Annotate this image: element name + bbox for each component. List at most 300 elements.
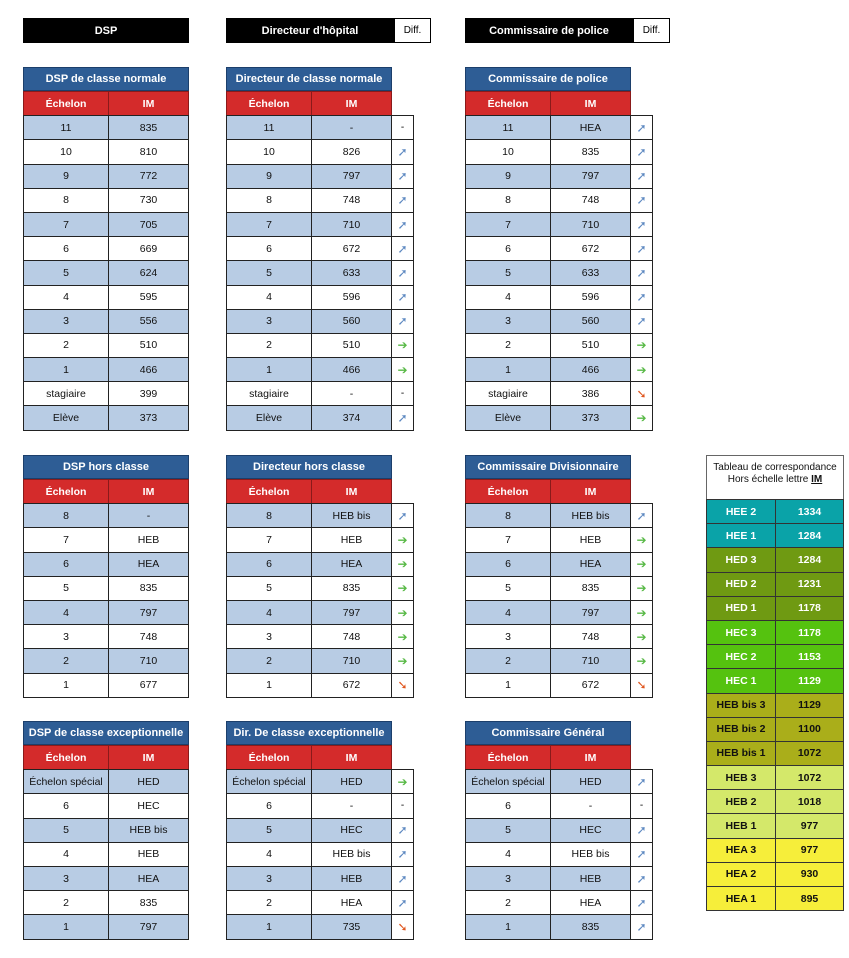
diff-cell <box>391 576 414 601</box>
arrow-right-icon: ➔ <box>636 557 647 572</box>
arrow-right-icon: ➔ <box>397 605 408 620</box>
table-row <box>226 528 414 552</box>
diff-cell <box>391 818 414 843</box>
echelon-cell: 9 <box>23 164 109 189</box>
table-header-row <box>465 92 653 116</box>
table-row <box>226 358 414 382</box>
arrow-up-icon: ➚ <box>636 290 647 305</box>
correspondence-label: HEB 2 <box>706 789 776 814</box>
arrow-up-icon: ➚ <box>636 774 647 789</box>
header-directeur-label: Directeur d'hôpital <box>226 18 394 43</box>
arrow-up-icon: ➚ <box>636 169 647 184</box>
correspondence-label: HEC 2 <box>706 644 776 669</box>
im-cell: 596 <box>550 285 631 310</box>
correspondence-row <box>706 573 844 597</box>
echelon-cell: 11 <box>465 115 551 140</box>
correspondence-label: HEA 3 <box>706 838 776 863</box>
echelon-cell: 7 <box>226 212 312 237</box>
table-title: Commissaire Divisionnaire <box>465 455 631 479</box>
column-header-im: IM <box>550 91 631 116</box>
column-header-im: IM <box>311 479 392 504</box>
arrow-down-icon: ➘ <box>636 678 647 693</box>
arrow-up-icon: ➚ <box>397 241 408 256</box>
arrow-right-icon: ➔ <box>397 653 408 668</box>
diff-cell <box>391 236 414 261</box>
correspondence-title <box>706 455 844 500</box>
diff-cell <box>630 260 653 285</box>
table-row <box>465 553 653 577</box>
correspondence-table <box>706 455 844 911</box>
table-row <box>226 406 414 430</box>
table-row <box>23 237 189 261</box>
im-cell: 677 <box>108 673 189 698</box>
diff-cell <box>630 793 653 818</box>
correspondence-row <box>706 742 844 766</box>
table-dsp-hors <box>23 455 189 698</box>
dash-icon: - <box>639 799 644 811</box>
arrow-right-icon: ➔ <box>636 653 647 668</box>
table-row <box>23 625 189 649</box>
im-cell: HEC <box>108 793 189 818</box>
arrow-up-icon: ➚ <box>636 193 647 208</box>
im-cell: 826 <box>311 139 392 164</box>
correspondence-row <box>706 645 844 669</box>
im-cell: 672 <box>311 673 392 698</box>
table-row <box>226 213 414 237</box>
im-cell: HEA <box>550 552 631 577</box>
correspondence-row <box>706 863 844 887</box>
arrow-up-icon: ➚ <box>636 847 647 862</box>
arrow-up-icon: ➚ <box>397 847 408 862</box>
diff-cell <box>630 576 653 601</box>
im-cell: 710 <box>311 212 392 237</box>
im-cell: 373 <box>108 405 189 430</box>
im-cell: 710 <box>311 648 392 673</box>
diff-cell <box>391 866 414 891</box>
echelon-cell: stagiaire <box>226 381 312 406</box>
correspondence-value: 1284 <box>775 547 844 572</box>
correspondence-label: HED 3 <box>706 547 776 572</box>
column-header-echelon: Échelon <box>465 479 551 504</box>
table-row <box>226 504 414 528</box>
correspondence-value: 977 <box>775 813 844 838</box>
correspondence-label: HEB bis 3 <box>706 693 776 718</box>
echelon-cell: 3 <box>23 624 109 649</box>
arrow-up-icon: ➚ <box>636 241 647 256</box>
echelon-cell: 9 <box>226 164 312 189</box>
column-header-echelon: Échelon <box>226 745 312 770</box>
dash-icon: - <box>400 121 405 133</box>
correspondence-label: HEB 3 <box>706 765 776 790</box>
diff-cell <box>391 381 414 406</box>
table-row <box>226 577 414 601</box>
echelon-cell: 5 <box>23 260 109 285</box>
correspondence-label: HEC 3 <box>706 620 776 645</box>
im-cell: HEB <box>108 527 189 552</box>
arrow-up-icon: ➚ <box>397 217 408 232</box>
table-row <box>465 334 653 358</box>
correspondence-row <box>706 694 844 718</box>
im-cell: HEA <box>108 552 189 577</box>
echelon-cell: 4 <box>465 600 551 625</box>
table-row <box>23 867 189 891</box>
table-row <box>23 213 189 237</box>
table-dir-normale <box>226 67 414 431</box>
echelon-cell: 1 <box>226 673 312 698</box>
echelon-cell: 3 <box>465 866 551 891</box>
echelon-cell: 3 <box>23 866 109 891</box>
diff-cell <box>630 842 653 867</box>
arrow-right-icon: ➔ <box>636 581 647 596</box>
im-cell: 797 <box>311 164 392 189</box>
table-row <box>23 406 189 430</box>
im-cell: 797 <box>311 600 392 625</box>
diff-cell <box>391 503 414 528</box>
diff-cell <box>630 236 653 261</box>
arrow-up-icon: ➚ <box>636 508 647 523</box>
echelon-cell: 1 <box>23 673 109 698</box>
column-header-im: IM <box>311 91 392 116</box>
im-cell: 835 <box>550 576 631 601</box>
table-row <box>23 843 189 867</box>
table-row <box>226 649 414 673</box>
echelon-cell: Elève <box>465 405 551 430</box>
arrow-right-icon: ➔ <box>397 629 408 644</box>
arrow-up-icon: ➚ <box>636 314 647 329</box>
echelon-cell: 4 <box>226 285 312 310</box>
echelon-cell: 7 <box>23 212 109 237</box>
im-cell: HEA <box>311 890 392 915</box>
table-title: Dir. De classe exceptionnelle <box>226 721 392 745</box>
arrow-right-icon: ➔ <box>636 411 647 426</box>
im-cell: - <box>311 115 392 140</box>
echelon-cell: Échelon spécial <box>23 769 109 794</box>
im-cell: 374 <box>311 405 392 430</box>
arrow-right-icon: ➔ <box>397 557 408 572</box>
echelon-cell: 7 <box>465 212 551 237</box>
im-cell: HEA <box>550 890 631 915</box>
im-cell: HEB bis <box>108 818 189 843</box>
table-com-div <box>465 455 653 698</box>
im-cell: 399 <box>108 381 189 406</box>
table-title: DSP hors classe <box>23 455 189 479</box>
table-row <box>465 165 653 189</box>
diff-cell <box>391 333 414 358</box>
arrow-right-icon: ➔ <box>397 774 408 789</box>
echelon-cell: 5 <box>226 818 312 843</box>
correspondence-label: HEA 1 <box>706 886 776 911</box>
table-row <box>226 165 414 189</box>
im-cell: 466 <box>550 357 631 382</box>
table-row <box>23 770 189 794</box>
table-header-row <box>226 480 414 504</box>
diff-cell <box>630 285 653 310</box>
table-row <box>226 770 414 794</box>
echelon-cell: 8 <box>23 503 109 528</box>
diff-cell <box>391 285 414 310</box>
table-header-row <box>226 746 414 770</box>
diff-cell <box>630 139 653 164</box>
im-cell: - <box>311 793 392 818</box>
im-cell: 810 <box>108 139 189 164</box>
correspondence-value: 1178 <box>775 596 844 621</box>
diff-cell <box>391 914 414 939</box>
arrow-up-icon: ➚ <box>397 265 408 280</box>
echelon-cell: 6 <box>23 793 109 818</box>
im-cell: 386 <box>550 381 631 406</box>
arrow-down-icon: ➘ <box>397 919 408 934</box>
diff-cell <box>391 188 414 213</box>
arrow-right-icon: ➔ <box>397 362 408 377</box>
echelon-cell: stagiaire <box>465 381 551 406</box>
dash-icon: - <box>400 799 405 811</box>
im-cell: 710 <box>108 648 189 673</box>
correspondence-title-line2: Hors échelle lettre <box>727 474 809 485</box>
dash-icon: - <box>400 387 405 399</box>
echelon-cell: Échelon spécial <box>226 769 312 794</box>
im-cell: 633 <box>311 260 392 285</box>
im-cell: 797 <box>108 914 189 939</box>
table-com-police <box>465 67 653 431</box>
echelon-cell: 6 <box>226 552 312 577</box>
im-cell: HEA <box>550 115 631 140</box>
correspondence-label: HEE 1 <box>706 523 776 548</box>
im-cell: 730 <box>108 188 189 213</box>
echelon-cell: 2 <box>465 333 551 358</box>
diff-cell <box>630 527 653 552</box>
im-cell: 710 <box>550 648 631 673</box>
im-cell: 835 <box>108 576 189 601</box>
table-row <box>465 528 653 552</box>
table-row <box>23 358 189 382</box>
arrow-up-icon: ➚ <box>397 144 408 159</box>
table-row <box>226 286 414 310</box>
im-cell: 672 <box>550 236 631 261</box>
echelon-cell: 4 <box>23 842 109 867</box>
column-header-im: IM <box>311 745 392 770</box>
correspondence-label: HEB 1 <box>706 813 776 838</box>
im-cell: HEB bis <box>311 503 392 528</box>
diff-cell <box>391 115 414 140</box>
table-row <box>23 601 189 625</box>
correspondence-value: 1153 <box>775 644 844 669</box>
diff-cell <box>391 600 414 625</box>
arrow-up-icon: ➚ <box>636 895 647 910</box>
echelon-cell: 3 <box>226 624 312 649</box>
table-title: Directeur de classe normale <box>226 67 392 91</box>
correspondence-label: HED 2 <box>706 572 776 597</box>
im-cell: - <box>108 503 189 528</box>
echelon-cell: 2 <box>23 890 109 915</box>
arrow-up-icon: ➚ <box>636 919 647 934</box>
table-header-row <box>23 92 189 116</box>
im-cell: 748 <box>550 624 631 649</box>
header-commissaire-diff: Diff. <box>633 18 670 43</box>
correspondence-value: 930 <box>775 862 844 887</box>
arrow-right-icon: ➔ <box>636 605 647 620</box>
im-cell: 373 <box>550 405 631 430</box>
echelon-cell: 8 <box>226 188 312 213</box>
im-cell: 748 <box>311 188 392 213</box>
arrow-up-icon: ➚ <box>397 508 408 523</box>
correspondence-value: 1100 <box>775 717 844 742</box>
echelon-cell: 6 <box>465 552 551 577</box>
table-row <box>226 140 414 164</box>
diff-cell <box>391 309 414 334</box>
table-title: DSP de classe exceptionnelle <box>23 721 189 745</box>
echelon-cell: 2 <box>226 890 312 915</box>
echelon-cell: 3 <box>23 309 109 334</box>
table-row <box>23 116 189 140</box>
correspondence-value: 1231 <box>775 572 844 597</box>
diff-cell <box>391 260 414 285</box>
table-row <box>465 504 653 528</box>
diff-cell <box>630 818 653 843</box>
echelon-cell: 3 <box>226 309 312 334</box>
im-cell: 748 <box>108 624 189 649</box>
table-row <box>226 189 414 213</box>
table-row <box>23 649 189 673</box>
im-cell: HEB <box>311 866 392 891</box>
table-row <box>465 794 653 818</box>
echelon-cell: 11 <box>23 115 109 140</box>
diff-cell <box>391 527 414 552</box>
table-row <box>226 553 414 577</box>
im-cell: 510 <box>550 333 631 358</box>
correspondence-title-line2-wrap <box>709 474 841 486</box>
diff-cell <box>391 890 414 915</box>
echelon-cell: 6 <box>226 236 312 261</box>
arrow-up-icon: ➚ <box>636 871 647 886</box>
im-cell: 466 <box>311 357 392 382</box>
column-header-echelon: Échelon <box>465 91 551 116</box>
echelon-cell: 4 <box>465 285 551 310</box>
echelon-cell: 5 <box>226 576 312 601</box>
diff-cell <box>630 405 653 430</box>
correspondence-value: 1129 <box>775 668 844 693</box>
im-cell: HEB <box>311 527 392 552</box>
table-row <box>23 553 189 577</box>
table-row <box>465 577 653 601</box>
arrow-up-icon: ➚ <box>397 823 408 838</box>
header-commissaire-label: Commissaire de police <box>465 18 633 43</box>
correspondence-label: HED 1 <box>706 596 776 621</box>
correspondence-row <box>706 718 844 742</box>
echelon-cell: 6 <box>226 793 312 818</box>
correspondence-value: 1072 <box>775 741 844 766</box>
echelon-cell: 7 <box>23 527 109 552</box>
echelon-cell: 9 <box>465 164 551 189</box>
im-cell: 595 <box>108 285 189 310</box>
arrow-up-icon: ➚ <box>397 411 408 426</box>
im-cell: HED <box>550 769 631 794</box>
im-cell: HEC <box>550 818 631 843</box>
im-cell: 672 <box>550 673 631 698</box>
correspondence-value: 1178 <box>775 620 844 645</box>
correspondence-value: 895 <box>775 886 844 911</box>
echelon-cell: 8 <box>23 188 109 213</box>
column-header-im: IM <box>108 479 189 504</box>
im-cell: - <box>311 381 392 406</box>
diff-cell <box>630 890 653 915</box>
column-header-im: IM <box>108 91 189 116</box>
echelon-cell: 2 <box>226 648 312 673</box>
diff-cell <box>630 673 653 698</box>
echelon-cell: 8 <box>465 188 551 213</box>
arrow-right-icon: ➔ <box>636 362 647 377</box>
table-title: DSP de classe normale <box>23 67 189 91</box>
table-row <box>465 891 653 915</box>
im-cell: 556 <box>108 309 189 334</box>
diff-cell <box>391 769 414 794</box>
diff-cell <box>630 503 653 528</box>
im-cell: HEB <box>550 866 631 891</box>
table-row <box>465 382 653 406</box>
table-row <box>226 625 414 649</box>
diff-cell <box>630 357 653 382</box>
correspondence-label: HEC 1 <box>706 668 776 693</box>
diff-cell <box>391 212 414 237</box>
header-commissaire <box>465 18 670 43</box>
correspondence-row <box>706 500 844 524</box>
im-cell: 835 <box>108 890 189 915</box>
diff-cell <box>391 648 414 673</box>
table-row <box>226 310 414 334</box>
echelon-cell: 1 <box>23 914 109 939</box>
table-row <box>226 819 414 843</box>
arrow-up-icon: ➚ <box>636 144 647 159</box>
correspondence-value: 977 <box>775 838 844 863</box>
table-row <box>23 819 189 843</box>
echelon-cell: 1 <box>226 357 312 382</box>
table-row <box>226 601 414 625</box>
table-row <box>465 406 653 430</box>
table-row <box>23 334 189 358</box>
im-cell: 710 <box>550 212 631 237</box>
table-row <box>465 625 653 649</box>
diff-cell <box>630 115 653 140</box>
table-header-row <box>465 480 653 504</box>
diff-cell <box>630 212 653 237</box>
table-row <box>465 116 653 140</box>
column-header-echelon: Échelon <box>23 91 109 116</box>
arrow-up-icon: ➚ <box>397 314 408 329</box>
correspondence-value: 1018 <box>775 789 844 814</box>
correspondence-label: HEB bis 1 <box>706 741 776 766</box>
echelon-cell: 4 <box>23 285 109 310</box>
table-row <box>23 140 189 164</box>
im-cell: 560 <box>311 309 392 334</box>
column-header-echelon: Échelon <box>226 479 312 504</box>
im-cell: HED <box>108 769 189 794</box>
im-cell: HEB <box>108 842 189 867</box>
table-row <box>465 770 653 794</box>
column-header-im: IM <box>550 745 631 770</box>
table-row <box>226 261 414 285</box>
correspondence-value: 1072 <box>775 765 844 790</box>
diff-cell <box>391 552 414 577</box>
im-cell: HEB bis <box>550 842 631 867</box>
echelon-cell: 11 <box>226 115 312 140</box>
im-cell: 510 <box>108 333 189 358</box>
arrow-right-icon: ➔ <box>397 338 408 353</box>
table-row <box>23 891 189 915</box>
correspondence-row <box>706 597 844 621</box>
table-dir-hors <box>226 455 414 698</box>
echelon-cell: 3 <box>465 309 551 334</box>
echelon-cell: 3 <box>465 624 551 649</box>
table-row <box>226 116 414 140</box>
